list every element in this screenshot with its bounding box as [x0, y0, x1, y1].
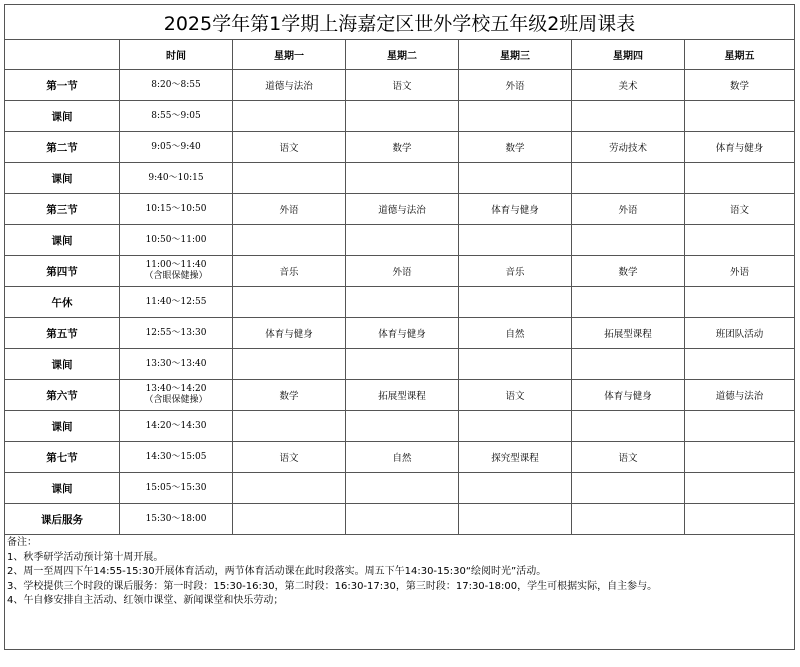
subject-cell: 体育与健身	[572, 380, 685, 411]
subject-cell	[685, 504, 795, 535]
time-cell	[120, 70, 233, 101]
subject-cell	[233, 287, 346, 318]
header-cell-monday: 星期一	[233, 40, 346, 70]
subject-cell	[572, 504, 685, 535]
time-range: 10:15～10:50	[145, 203, 207, 214]
subject-cell: 音乐	[233, 256, 346, 287]
period-label: 第二节	[5, 132, 120, 163]
period-label: 午休	[5, 287, 120, 318]
subject-cell	[685, 225, 795, 256]
page-title: 2025学年第1学期上海嘉定区世外学校五年级2班周课表	[5, 5, 795, 40]
title-row	[5, 5, 795, 40]
header-cell-tuesday: 星期二	[346, 40, 459, 70]
schedule-row	[5, 380, 795, 411]
subject-cell	[685, 101, 795, 132]
subject-cell	[233, 163, 346, 194]
subject-cell: 拓展型课程	[572, 318, 685, 349]
time-cell	[120, 101, 233, 132]
time-cell	[120, 473, 233, 504]
schedule-row	[5, 504, 795, 535]
period-label: 课间	[5, 411, 120, 442]
schedule-row	[5, 442, 795, 473]
subject-cell: 外语	[572, 194, 685, 225]
subject-cell: 外语	[233, 194, 346, 225]
time-cell	[120, 318, 233, 349]
subject-cell	[572, 349, 685, 380]
subject-cell	[459, 411, 572, 442]
time-range: 14:20～14:30	[145, 420, 207, 431]
subject-cell: 体育与健身	[685, 132, 795, 163]
notes-block	[5, 535, 795, 650]
subject-cell: 班团队活动	[685, 318, 795, 349]
schedule-row	[5, 349, 795, 380]
subject-cell: 数学	[233, 380, 346, 411]
notes-row	[5, 535, 795, 650]
period-label: 第六节	[5, 380, 120, 411]
subject-cell	[459, 225, 572, 256]
period-label: 课间	[5, 163, 120, 194]
subject-cell	[459, 163, 572, 194]
period-label: 第五节	[5, 318, 120, 349]
subject-cell: 体育与健身	[459, 194, 572, 225]
subject-cell	[346, 473, 459, 504]
schedule-row	[5, 287, 795, 318]
period-label: 课间	[5, 473, 120, 504]
header-cell-thursday: 星期四	[572, 40, 685, 70]
subject-cell: 探究型课程	[459, 442, 572, 473]
time-cell	[120, 287, 233, 318]
period-label: 第七节	[5, 442, 120, 473]
schedule-row	[5, 473, 795, 504]
period-label: 第四节	[5, 256, 120, 287]
subject-cell	[233, 473, 346, 504]
subject-cell	[572, 225, 685, 256]
time-range: 8:20～8:55	[151, 79, 201, 90]
subject-cell: 数学	[459, 132, 572, 163]
time-cell	[120, 504, 233, 535]
time-range: 11:40～12:55	[145, 296, 207, 307]
subject-cell	[685, 287, 795, 318]
subject-cell	[233, 101, 346, 132]
schedule-row	[5, 70, 795, 101]
period-label: 第三节	[5, 194, 120, 225]
subject-cell	[572, 411, 685, 442]
subject-cell	[572, 163, 685, 194]
subject-cell	[685, 442, 795, 473]
time-range: 9:05～9:40	[151, 141, 201, 152]
subject-cell	[459, 287, 572, 318]
subject-cell: 外语	[346, 256, 459, 287]
subject-cell: 数学	[685, 70, 795, 101]
subject-cell	[346, 101, 459, 132]
header-cell-time: 时间	[120, 40, 233, 70]
time-cell	[120, 411, 233, 442]
subject-cell	[572, 473, 685, 504]
subject-cell: 美术	[572, 70, 685, 101]
subject-cell: 语文	[233, 132, 346, 163]
header-row	[5, 40, 795, 70]
schedule-row	[5, 132, 795, 163]
subject-cell	[685, 349, 795, 380]
note-item: 4、午自修安排自主活动、红领巾课堂、新闻课堂和快乐劳动；	[7, 595, 284, 606]
subject-cell	[346, 349, 459, 380]
period-label: 课后服务	[5, 504, 120, 535]
subject-cell: 语文	[233, 442, 346, 473]
time-range: 14:30～15:05	[145, 451, 207, 462]
subject-cell	[459, 473, 572, 504]
time-range: 15:05～15:30	[145, 482, 207, 493]
period-label: 第一节	[5, 70, 120, 101]
schedule-row	[5, 225, 795, 256]
time-range: 13:40～14:20	[145, 384, 207, 394]
subject-cell	[459, 504, 572, 535]
period-label: 课间	[5, 225, 120, 256]
subject-cell: 语文	[346, 70, 459, 101]
schedule-row	[5, 194, 795, 225]
subject-cell: 自然	[459, 318, 572, 349]
time-range: 9:40～10:15	[148, 172, 204, 183]
time-cell	[120, 256, 233, 287]
subject-cell: 语文	[685, 194, 795, 225]
period-label: 课间	[5, 349, 120, 380]
note-item: 3、学校提供三个时段的课后服务：第一时段：15:30-16:30，第二时段：16:30-17:30，第三时段：17:30-18:00，学生可根据实际，自主参与。	[7, 580, 658, 592]
subject-cell	[233, 349, 346, 380]
time-cell	[120, 380, 233, 411]
subject-cell	[346, 504, 459, 535]
subject-cell: 外语	[685, 256, 795, 287]
subject-cell	[233, 225, 346, 256]
subject-cell	[685, 163, 795, 194]
subject-cell: 体育与健身	[346, 318, 459, 349]
subject-cell	[346, 163, 459, 194]
subject-cell: 劳动技术	[572, 132, 685, 163]
subject-cell: 数学	[572, 256, 685, 287]
time-range: 8:55～9:05	[151, 110, 201, 121]
time-cell	[120, 225, 233, 256]
time-range: 15:30～18:00	[145, 513, 207, 524]
subject-cell	[233, 411, 346, 442]
time-cell	[120, 132, 233, 163]
subject-cell: 体育与健身	[233, 318, 346, 349]
notes-heading: 备注：	[7, 537, 37, 548]
subject-cell: 道德与法治	[346, 194, 459, 225]
subject-cell: 语文	[572, 442, 685, 473]
subject-cell: 自然	[346, 442, 459, 473]
schedule-row	[5, 318, 795, 349]
time-cell	[120, 442, 233, 473]
time-range: 12:55～13:30	[145, 327, 207, 338]
header-cell-friday: 星期五	[685, 40, 795, 70]
time-cell	[120, 194, 233, 225]
time-range: 13:30～13:40	[145, 358, 207, 369]
time-note: （含眼保健操）	[144, 271, 208, 281]
subject-cell: 拓展型课程	[346, 380, 459, 411]
subject-cell: 音乐	[459, 256, 572, 287]
subject-cell	[685, 473, 795, 504]
schedule-row	[5, 101, 795, 132]
subject-cell	[572, 101, 685, 132]
time-range: 11:00～11:40	[145, 260, 207, 270]
schedule-row	[5, 163, 795, 194]
period-label: 课间	[5, 101, 120, 132]
subject-cell: 语文	[459, 380, 572, 411]
schedule-row	[5, 411, 795, 442]
header-cell-corner	[5, 40, 120, 70]
header-cell-wednesday: 星期三	[459, 40, 572, 70]
time-cell	[120, 349, 233, 380]
subject-cell: 数学	[346, 132, 459, 163]
schedule-row	[5, 256, 795, 287]
subject-cell	[346, 225, 459, 256]
subject-cell	[685, 411, 795, 442]
time-note: （含眼保健操）	[144, 395, 208, 405]
subject-cell	[346, 411, 459, 442]
subject-cell	[346, 287, 459, 318]
subject-cell: 外语	[459, 70, 572, 101]
subject-cell	[572, 287, 685, 318]
subject-cell: 道德与法治	[233, 70, 346, 101]
subject-cell	[233, 504, 346, 535]
time-range: 10:50～11:00	[145, 234, 207, 245]
time-cell	[120, 163, 233, 194]
subject-cell	[459, 349, 572, 380]
subject-cell	[459, 101, 572, 132]
note-item: 2、周一至周四下午14:55-15:30开展体育活动，两节体育活动课在此时段落实。周五下午14:30-15:30“绘阅时光”活动。	[7, 566, 547, 577]
timetable	[4, 4, 795, 650]
note-item: 1、秋季研学活动预计第十周开展。	[7, 551, 164, 563]
subject-cell: 道德与法治	[685, 380, 795, 411]
